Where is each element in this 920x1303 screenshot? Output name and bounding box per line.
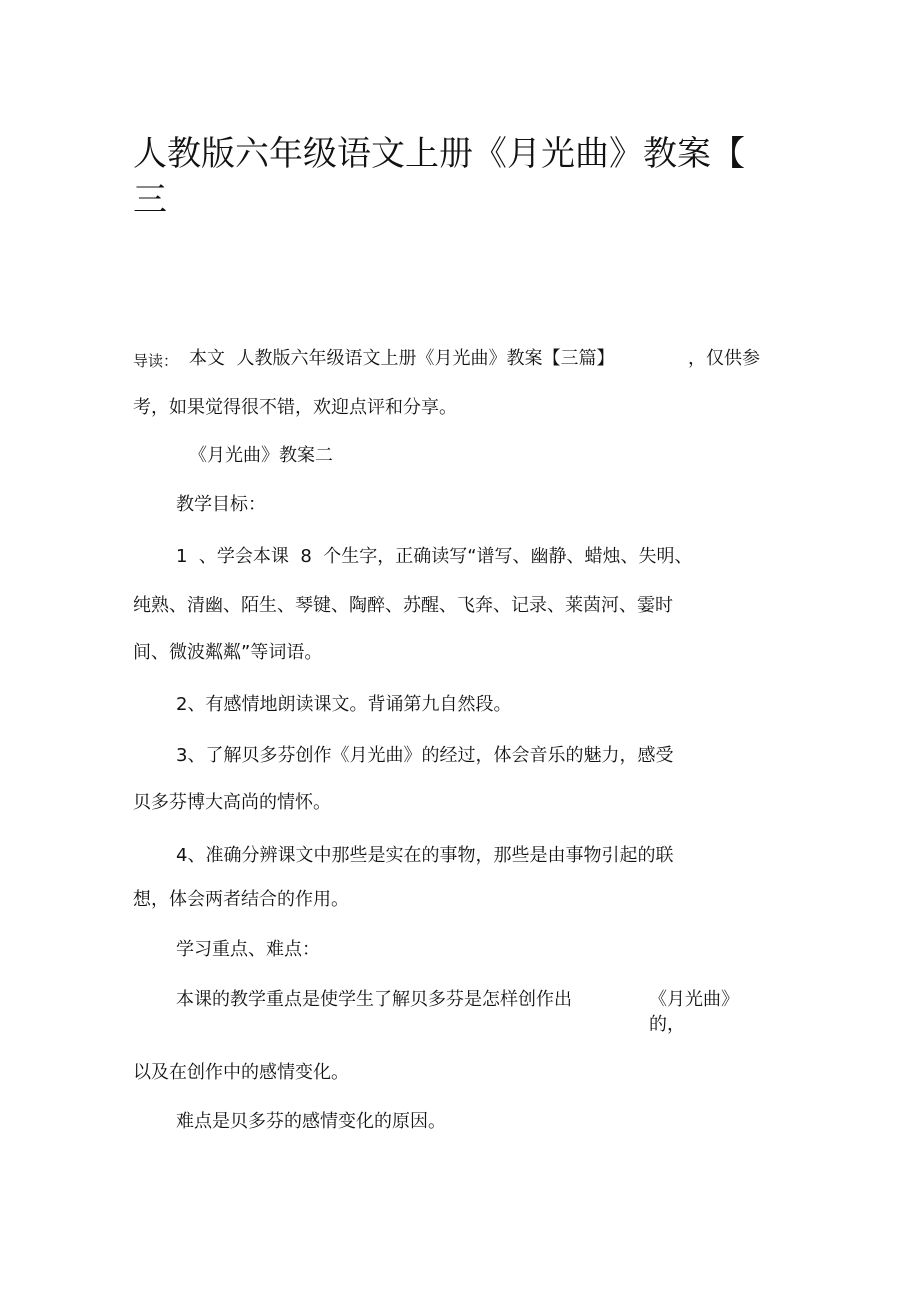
intro-text-part-2: ，仅供参 (688, 348, 760, 369)
key-point-part-2: 《月光曲》 (649, 989, 739, 1010)
objective-1-line-1: 1 、学会本课 8 个生字，正确读写“谱写、幽静、蜡烛、失明、 (176, 546, 693, 567)
title-line-1: 人教版六年级语文上册《月光曲》教案【 (133, 134, 745, 174)
key-point-part-3: 的， (649, 1014, 685, 1035)
objective-1-line-2: 纯熟、清幽、陌生、琴键、陶醉、苏醒、飞奔、记录、莱茵河、霎时 (133, 595, 673, 616)
objective-4-line-1: 4、准确分辨课文中那些是实在的事物，那些是由事物引起的联 (176, 845, 674, 866)
title-line-2: 三 (133, 180, 167, 220)
objective-4-line-2: 想，体会两者结合的作用。 (133, 889, 349, 910)
objective-3-line-1: 3、了解贝多芬创作《月光曲》的经过，体会音乐的魅力，感受 (176, 745, 674, 766)
key-point-line-2: 以及在创作中的感情变化。 (133, 1062, 349, 1083)
objective-2: 2、有感情地朗读课文。背诵第九自然段。 (176, 694, 512, 715)
objective-1-line-3: 间、微波粼粼”等词语。 (133, 642, 323, 663)
difficulty-text: 难点是贝多芬的感情变化的原因。 (176, 1111, 446, 1132)
document-title (133, 131, 773, 223)
intro-text-part-1: 本文 人教版六年级语文上册《月光曲》教案【三篇】 (189, 348, 615, 369)
intro-label: 导读： (133, 352, 179, 370)
section-subtitle: 《月光曲》教案二 (189, 445, 333, 466)
intro-text-line-2: 考，如果觉得很不错，欢迎点评和分享。 (133, 397, 457, 418)
objectives-heading: 教学目标： (176, 494, 266, 515)
key-point-part-1: 本课的教学重点是使学生了解贝多芬是怎样创作出 (176, 989, 572, 1010)
objective-3-line-2: 贝多芬博大高尚的情怀。 (133, 792, 331, 813)
key-points-heading: 学习重点、难点： (176, 939, 320, 960)
